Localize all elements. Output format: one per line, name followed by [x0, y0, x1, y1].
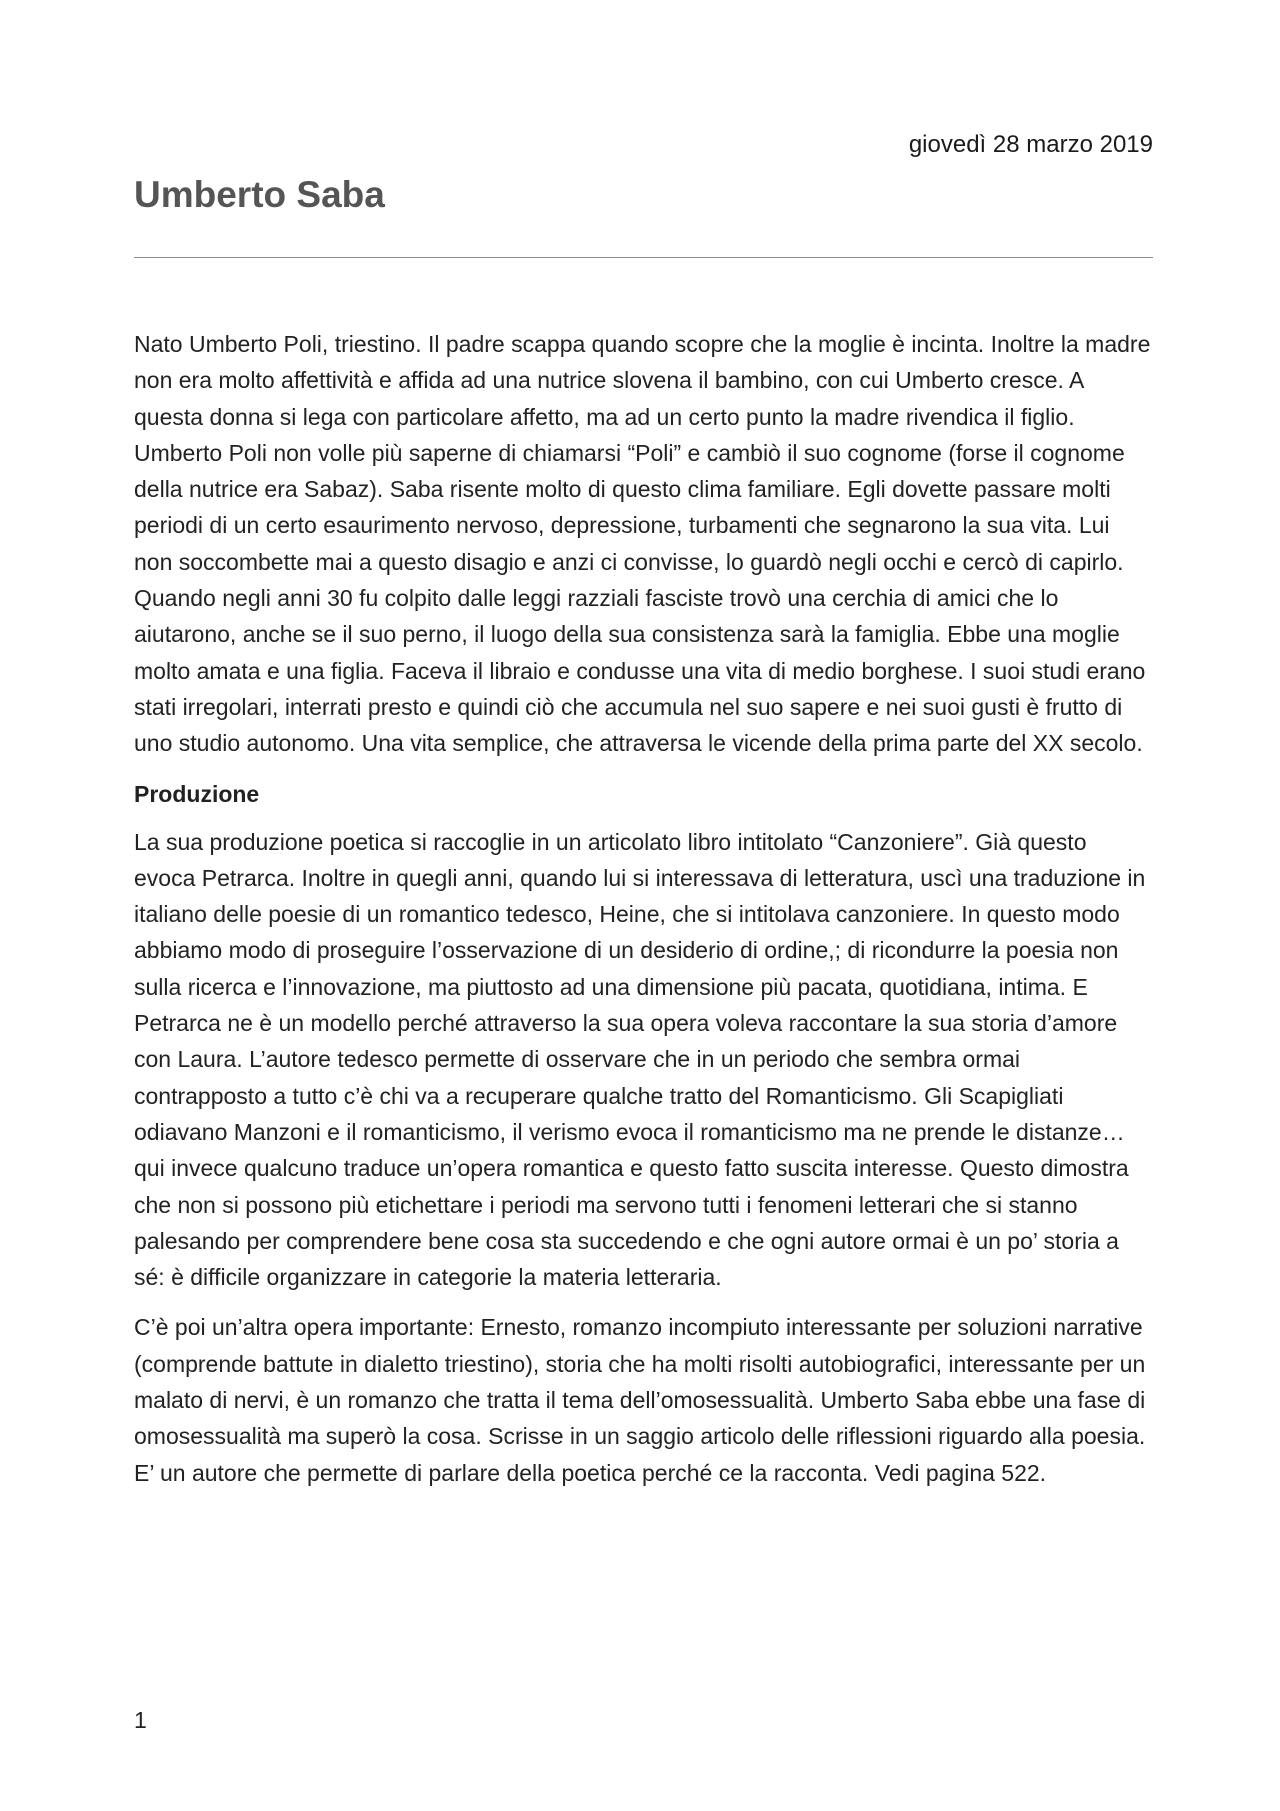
paragraph-biography: Nato Umberto Poli, triestino. Il padre scappa quando scopre che la moglie è incinta. Inoltre la madre non era molto affettività e affida ad una nutrice slovena il bambino, con cui Umberto cresce. A questa donna si lega con particolare affetto, ma ad un certo punto la madre rivendica il figlio. Umberto Poli non volle più saperne di chiamarsi “Poli” e cambiò il suo cognome (forse il cognome della nutrice era Sabaz). Saba risente molto di questo clima familiare. Egli dovette passare molti periodi di un certo esaurimento nervoso, depressione, turbamenti che segnarono la sua vita. Lui non soccombette mai a questo disagio e anzi ci convisse, lo guardò negli occhi e cercò di capirlo. Quando negli anni 30 fu colpito dalle leggi razziali fasciste trovò una cerchia di amici che lo aiutarono, anche se il suo perno, il luogo della sua consistenza sarà la famiglia. Ebbe una moglie molto amata e una figlia. Faceva il libraio e condusse una vita di medio borghese. I suoi studi erano stati irregolari, interrati presto e quindi ciò che accumula nel suo sapere e nei suoi gusti è frutto di uno studio autonomo. Una vita semplice, che attraversa le vicende della prima parte del XX secolo. [134, 331, 1151, 757]
section-heading-produzione: Produzione [134, 780, 260, 807]
paragraph-canzoniere: La sua produzione poetica si raccoglie in un articolato libro intitolato “Canzoniere”. Già questo evoca Petrarca. Inoltre in quegli anni, quando lui si interessava di letteratura, uscì una traduzione in italiano delle poesie di un romantico tedesco, Heine, che si intitolava canzoniere. In questo modo abbiamo modo di proseguire l’osservazione di un desiderio di ordine,; di ricondurre la poesia non sulla ricerca e l’innovazione, ma piuttosto ad una dimensione più pacata, quotidiana, intima. E Petrarca ne è un modello perché attraverso la sua opera voleva raccontare la sua storia d’amore con Laura. L’autore tedesco permette di osservare che in un periodo che sembra ormai contrapposto a tutto c’è chi va a recuperare qualche tratto del Romanticismo. Gli Scapigliati odiavano Manzoni e il romanticismo, il verismo evoca il romanticismo ma ne prende le distanze… qui invece qualcuno traduce un’opera romantica e questo fatto suscita interesse. Questo dimostra che non si possono più etichettare i periodi ma servono tutti i fenomeni letterari che si stanno palesando per comprendere bene cosa sta succedendo e che ogni autore ormai è un po’ storia a sé: è difficile organizzare in categorie la materia letteraria. [134, 828, 1146, 1291]
title-divider [134, 257, 1153, 258]
document-body [134, 326, 1153, 1505]
page-number: 1 [134, 1707, 147, 1733]
paragraph-ernesto: C’è poi un’altra opera importante: Ernesto, romanzo incompiuto interessante per soluzioni narrative (comprende battute in dialetto triestino), storia che ha molti risolti autobiografici, interessante per un malato di nervi, è un romanzo che tratta il tema dell’omosessualità. Umberto Saba ebbe una fase di omosessualità ma superò la cosa. Scrisse in un saggio articolo delle riflessioni riguardo alla poesia. E’ un autore che permette di parlare della poetica perché ce la racconta. Vedi pagina 522. [134, 1314, 1146, 1486]
document-date: giovedì 28 marzo 2019 [908, 131, 1153, 158]
document-page [134, 0, 1153, 1811]
document-title: Umberto Saba [134, 174, 385, 215]
